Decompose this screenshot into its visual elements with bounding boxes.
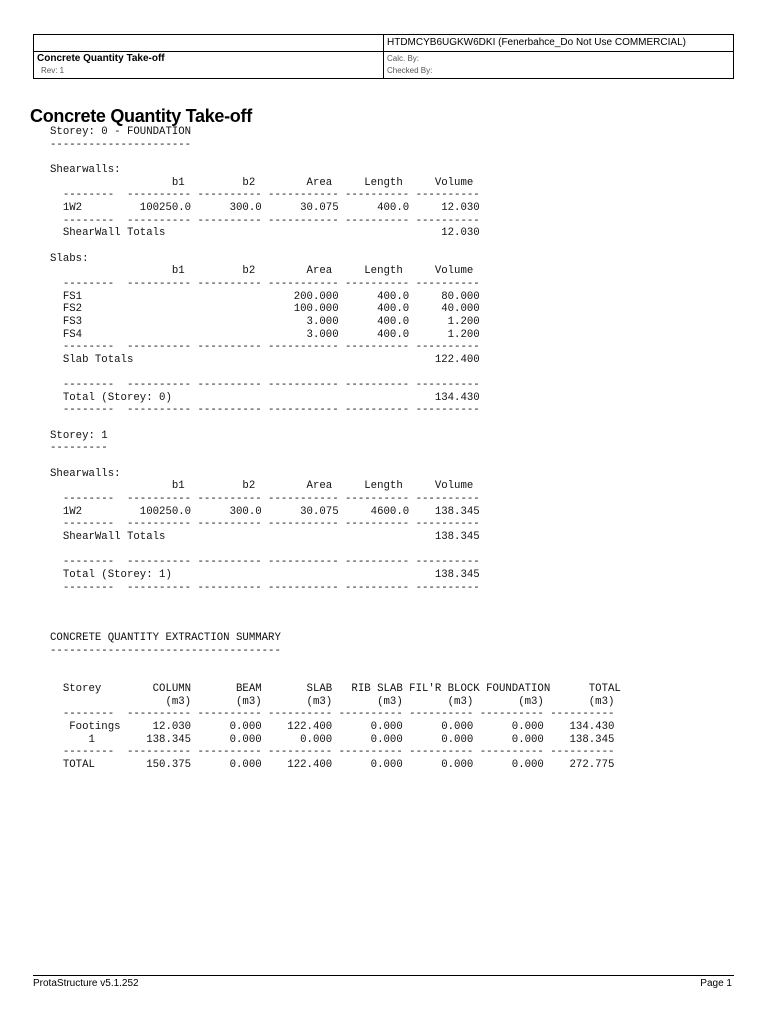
report-line: -------- ---------- ---------- ----------- ---------- ---------- [50, 277, 480, 290]
report-line: Footings 12.030 0.000 122.400 0.000 0.000 0.000 134.430 [50, 720, 615, 733]
report-line: 1W2 100250.0 300.0 30.075 4600.0 138.345 [50, 505, 480, 518]
report-line: -------- ---------- ---------- ----------- ---------- ---------- [50, 189, 480, 202]
report-line: 1 138.345 0.000 0.000 0.000 0.000 0.000 138.345 [50, 733, 615, 746]
document-title: Concrete Quantity Take-off [30, 106, 252, 126]
report-line [50, 455, 621, 468]
calc-by-label: Calc. By: [387, 54, 420, 63]
report-line: Total (Storey: 0) 134.430 [50, 391, 480, 404]
report-line: -------- ---------- ---------- ---------- ---------- ---------- ---------- ---------- [50, 746, 615, 759]
report-line [50, 417, 621, 430]
report-line: -------- ---------- ---------- ----------- ---------- ---------- [50, 581, 480, 594]
project-id: HTDMCYB6UGKW6DKI (Fenerbahce_Do Not Use COMMERCIAL) [387, 37, 686, 48]
report-line: Storey: 0 - FOUNDATION [50, 126, 192, 138]
report-line: ---------------------- [50, 138, 192, 151]
header-divider-horizontal [34, 51, 733, 52]
report-line: Shearwalls: [50, 163, 121, 176]
report-line: -------- ---------- ---------- ----------- ---------- ---------- [50, 404, 480, 417]
report-line: -------- ---------- ---------- ----------- ---------- ---------- [50, 214, 480, 227]
report-line: FS3 3.000 400.0 1.200 [50, 315, 480, 328]
report-line: --------- [50, 442, 108, 455]
report-line [50, 594, 621, 607]
header-title: Concrete Quantity Take-off [37, 53, 165, 64]
report-line: (m3) (m3) (m3) (m3) (m3) (m3) (m3) [50, 695, 615, 708]
report-line [50, 366, 621, 379]
report-line [50, 151, 621, 164]
report-line: -------- ---------- ---------- ----------- ---------- ---------- [50, 556, 480, 569]
quantity-report [50, 126, 621, 771]
report-line: -------- ---------- ---------- ----------- ---------- ---------- [50, 493, 480, 506]
report-line [50, 544, 621, 557]
report-line [50, 240, 621, 253]
report-line: Slabs: [50, 252, 89, 265]
report-line: FS2 100.000 400.0 40.000 [50, 303, 480, 316]
header-divider-vertical [383, 35, 384, 78]
report-line: b1 b2 Area Length Volume [50, 480, 474, 493]
checked-by-label: Checked By: [387, 66, 433, 75]
report-line: 1W2 100250.0 300.0 30.075 400.0 12.030 [50, 201, 480, 214]
report-line: b1 b2 Area Length Volume [50, 265, 474, 278]
report-header-box [33, 34, 734, 79]
report-line: FS4 3.000 400.0 1.200 [50, 328, 480, 341]
report-line: TOTAL 150.375 0.000 122.400 0.000 0.000 0.000 272.775 [50, 758, 615, 771]
report-line: Storey: 1 [50, 429, 108, 442]
report-line [50, 670, 621, 683]
report-line: ShearWall Totals 138.345 [50, 531, 480, 543]
report-line: CONCRETE QUANTITY EXTRACTION SUMMARY [50, 632, 281, 645]
report-line: ------------------------------------ [50, 644, 281, 657]
footer-divider [33, 975, 734, 976]
report-line: Slab Totals 122.400 [50, 353, 480, 366]
report-line: FS1 200.000 400.0 80.000 [50, 290, 480, 303]
report-line [50, 607, 621, 620]
page-number: Page 1 [700, 978, 732, 989]
report-line: -------- ---------- ---------- ---------- ---------- ---------- ---------- ---------- [50, 708, 615, 721]
report-line [50, 658, 621, 671]
report-line: ShearWall Totals 12.030 [50, 227, 480, 240]
report-line: -------- ---------- ---------- ----------- ---------- ---------- [50, 518, 480, 531]
software-version: ProtaStructure v5.1.252 [33, 978, 139, 989]
report-line: Storey COLUMN BEAM SLAB RIB SLAB FIL'R BLOCK FOUNDATION TOTAL [50, 682, 621, 695]
report-line: b1 b2 Area Length Volume [50, 176, 474, 189]
report-line: Shearwalls: [50, 467, 121, 480]
report-line: -------- ---------- ---------- ----------- ---------- ---------- [50, 379, 480, 392]
report-line: Total (Storey: 1) 138.345 [50, 568, 480, 581]
report-line: -------- ---------- ---------- ----------- ---------- ---------- [50, 341, 480, 354]
revision-label: Rev: 1 [41, 66, 65, 75]
report-line [50, 620, 621, 633]
